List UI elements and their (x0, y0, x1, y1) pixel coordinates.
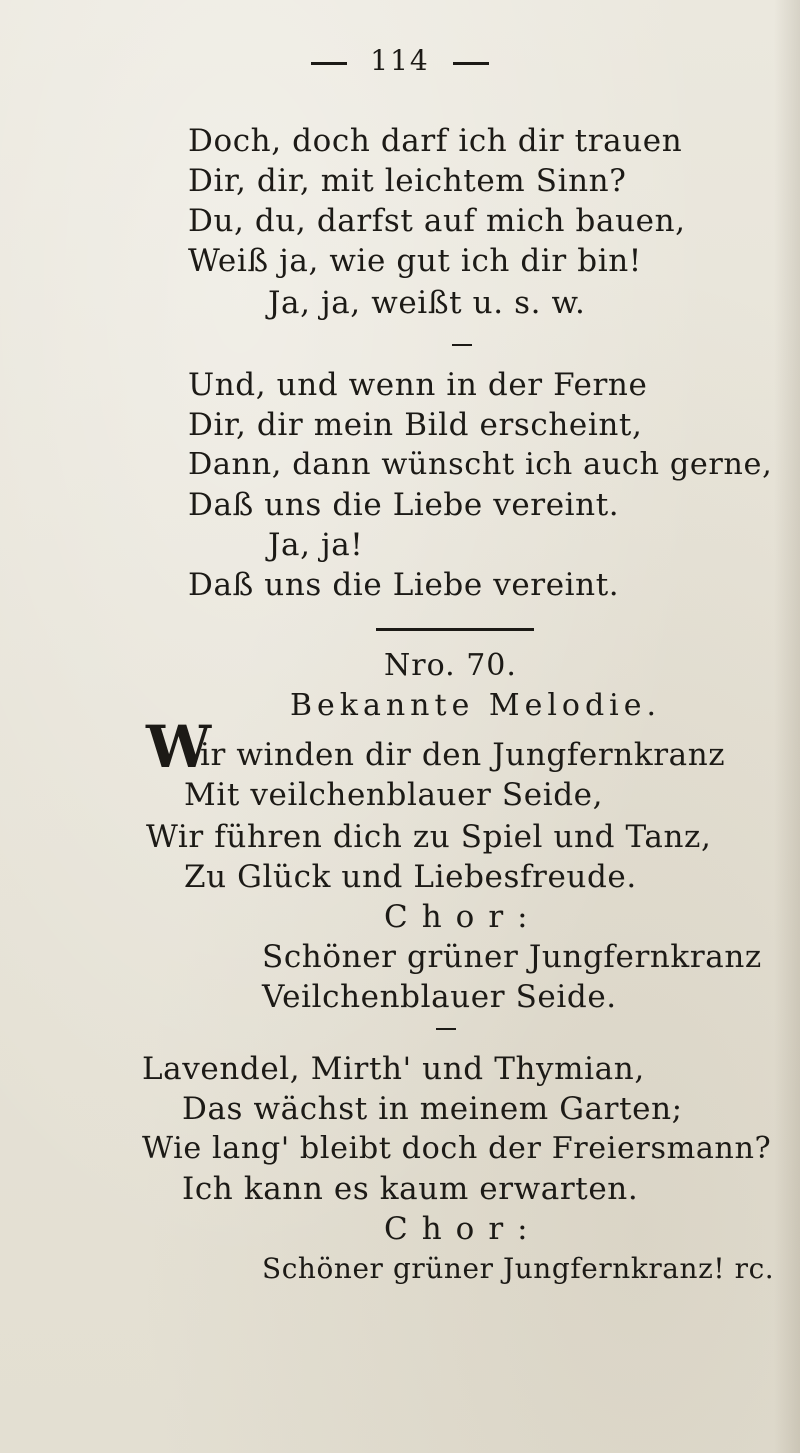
chorus-line: Schöner grüner Jungfernkranz (262, 939, 762, 975)
verse-line: Mit veilchenblauer Seide, (184, 777, 604, 813)
verse-line: Ich kann es kaum erwarten. (182, 1171, 639, 1207)
verse-line: Dir, dir mein Bild erscheint, (188, 407, 643, 443)
page-header (0, 44, 800, 77)
verse-line: Zu Glück und Liebesfreude. (184, 859, 637, 895)
verse-line-refrain: Ja, ja, weißt u. s. w. (268, 285, 586, 321)
verse-line: Dann, dann wünscht ich auch gerne, (188, 447, 773, 482)
drop-cap-initial: W (146, 713, 212, 781)
verse-line: Doch, doch darf ich dir trauen (188, 123, 683, 159)
verse-line-refrain: Ja, ja! (268, 527, 364, 563)
chorus-line: Veilchenblauer Seide. (262, 979, 617, 1015)
chorus-label: Chor: (384, 1211, 542, 1247)
verse-line: Daß uns die Liebe vereint. (188, 567, 620, 603)
verse-line: Wie lang' bleibt doch der Freiersmann? (142, 1131, 772, 1166)
chorus-label: Chor: (384, 899, 542, 935)
stanza-separator (436, 1028, 456, 1030)
page-number: 114 (370, 44, 430, 77)
chorus-line: Schöner grüner Jungfernkranz! rc. (262, 1252, 775, 1285)
header-dash-left (311, 62, 347, 65)
song-number: Nro. 70. (384, 648, 517, 683)
verse-line: Daß uns die Liebe vereint. (188, 487, 620, 523)
verse-line: Du, du, darfst auf mich bauen, (188, 203, 686, 239)
verse-line: Und, und wenn in der Ferne (188, 367, 648, 403)
verse-line: Das wächst in meinem Garten; (182, 1091, 683, 1127)
verse-line: Weiß ja, wie gut ich dir bin! (188, 243, 642, 279)
verse-line: Wir führen dich zu Spiel und Tanz, (146, 819, 712, 855)
verse-line: Lavendel, Mirth' und Thymian, (142, 1051, 645, 1087)
section-rule (376, 628, 534, 631)
verse-line: ir winden dir den Jungfernkranz (200, 737, 726, 773)
stanza-separator (452, 344, 472, 346)
verse-line: Dir, dir, mit leichtem Sinn? (188, 163, 627, 199)
header-dash-right (453, 62, 489, 65)
melody-heading: Bekannte Melodie. (290, 688, 662, 723)
